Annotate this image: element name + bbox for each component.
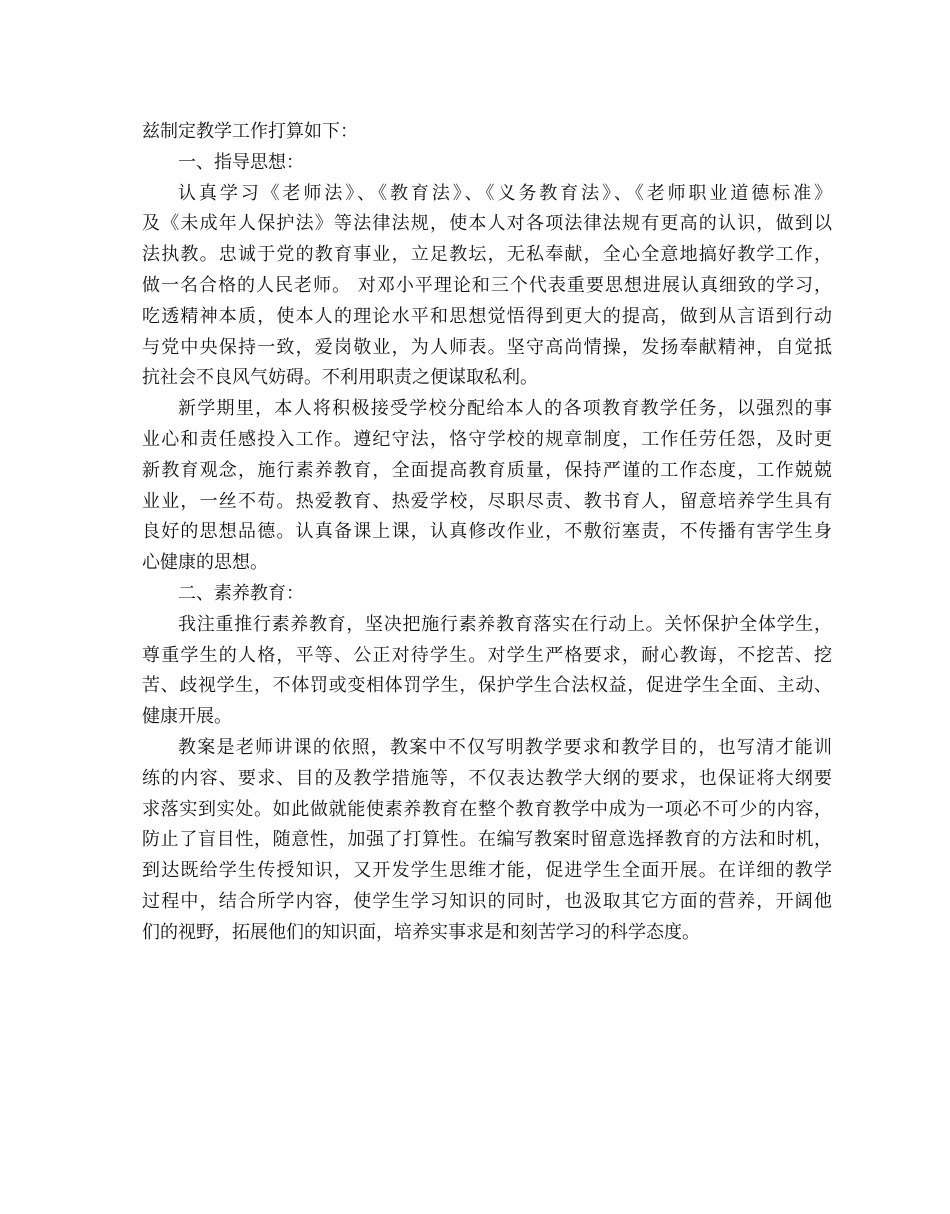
paragraph-line: 业心和责任感投入工作。遵纪守法，恪守学校的规章制度，工作任劳任怨，及时更 [142, 428, 832, 450]
paragraph-line: 与党中央保持一致，爱岗敬业，为人师表。坚守高尚情操，发扬奉献精神，自觉抵 [142, 336, 832, 358]
paragraph-line: 们的视野，拓展他们的知识面，培养实事求是和刻苦学习的科学态度。 [142, 921, 700, 943]
paragraph-line: 法执教。忠诚于党的教育事业，立足教坛，无私奉献，全心全意地搞好教学工作， [142, 244, 832, 266]
section-heading-quality-education: 二、素养教育： [178, 582, 304, 604]
paragraph-line: 抗社会不良风气妨碍。不利用职责之便谋取私利。 [142, 367, 538, 389]
paragraph-line: 教案是老师讲课的依照，教案中不仅写明教学要求和教学目的，也写清才能训 [178, 736, 832, 758]
paragraph-line: 求落实到实处。如此做就能使素养教育在整个教育教学中成为一项必不可少的内容， [142, 798, 832, 820]
paragraph [142, 733, 832, 949]
paragraph-line: 及《未成年人保护法》等法律法规，使本人对各项法律法规有更高的认识，做到以 [142, 213, 832, 235]
paragraph-line: 过程中，结合所学内容，使学生学习知识的同时，也汲取其它方面的营养，开阔他 [142, 890, 832, 912]
paragraph [142, 394, 832, 579]
paragraph-line: 我注重推行素养教育，坚决把施行素养教育落实在行动上。关怀保护全体学生， [178, 613, 832, 635]
paragraph-line: 新教育观念，施行素养教育，全面提高教育质量，保持严谨的工作态度，工作兢兢 [142, 459, 832, 481]
paragraph-line: 良好的思想品德。认真备课上课，认真修改作业，不敷衍塞责，不传播有害学生身 [142, 521, 832, 543]
paragraph-line: 尊重学生的人格，平等、公正对待学生。对学生严格要求，耐心教诲，不挖苦、挖 [142, 644, 832, 666]
paragraph-line: 吃透精神本质，使本人的理论水平和思想觉悟得到更大的提高，做到从言语到行动 [142, 305, 832, 327]
paragraph [142, 610, 832, 733]
paragraph-line: 到达既给学生传授知识，又开发学生思维才能，促进学生全面开展。在详细的教学 [142, 860, 832, 882]
paragraph-line: 新学期里，本人将积极接受学校分配给本人的各项教育教学任务，以强烈的事 [178, 398, 832, 420]
document-body [142, 117, 832, 949]
paragraph-line: 业业，一丝不苟。热爱教育、热爱学校，尽职尽责、教书育人，留意培养学生具有 [142, 490, 832, 512]
intro-line: 兹制定教学工作打算如下： [142, 121, 358, 142]
section-heading-guiding-thought: 一、指导思想： [178, 151, 304, 173]
paragraph-line: 做一名合格的人民老师。 对邓小平理论和三个代表重要思想进展认真细致的学习， [142, 274, 832, 296]
paragraph-line: 苦、歧视学生，不体罚或变相体罚学生，保护学生合法权益，促进学生全面、主动、 [142, 675, 832, 697]
paragraph-line: 心健康的思想。 [142, 552, 268, 574]
paragraph-line: 健康开展。 [142, 706, 232, 728]
paragraph [142, 179, 832, 395]
paragraph-line: 认真学习《老师法》、《教育法》、《义务教育法》、《老师职业道德标准》 [178, 182, 832, 204]
paragraph-line: 练的内容、要求、目的及教学措施等，不仅表达教学大纲的要求，也保证将大纲要 [142, 767, 832, 789]
paragraph-line: 防止了盲目性，随意性，加强了打算性。在编写教案时留意选择教育的方法和时机， [142, 829, 832, 851]
